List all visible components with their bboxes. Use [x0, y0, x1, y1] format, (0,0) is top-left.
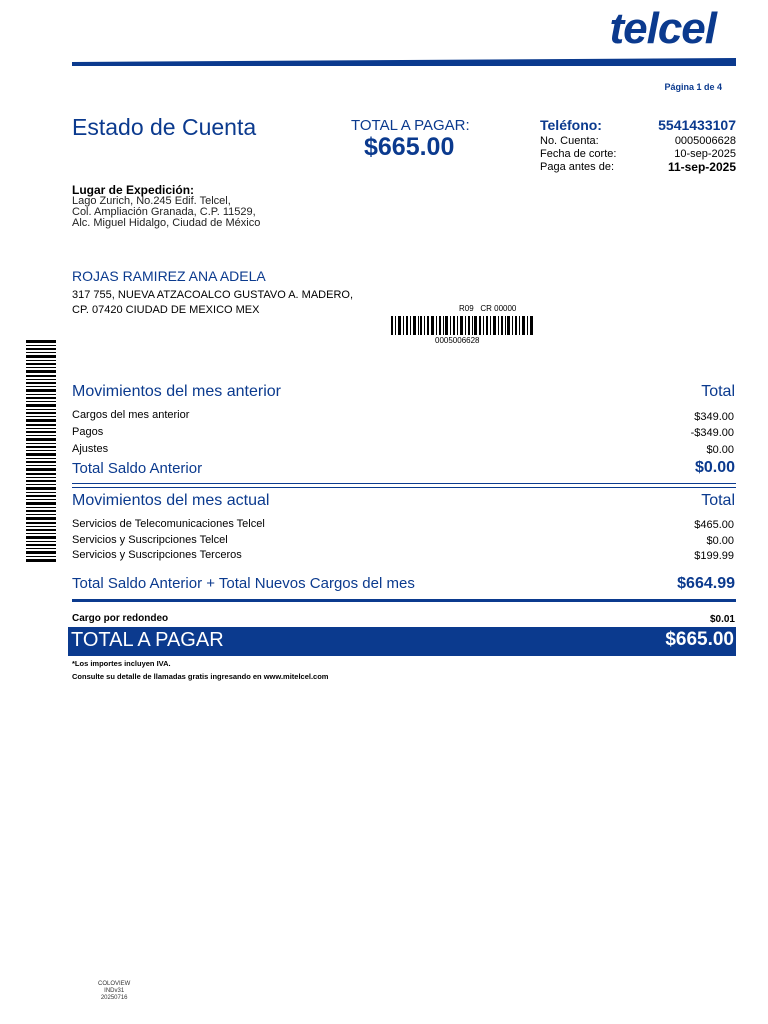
header-bar	[72, 58, 736, 66]
sum-amount: $664.99	[677, 575, 735, 592]
account-number-label: No. Cuenta:	[540, 135, 599, 147]
account-number-row	[540, 135, 736, 148]
cutoff-date-label: Fecha de corte:	[540, 148, 617, 160]
previous-month-total-header: Total	[701, 383, 735, 400]
expedition-line: Col. Ampliación Granada, C.P. 11529,	[72, 206, 256, 218]
total-to-pay-bar	[68, 627, 736, 656]
address-line: CP. 07420 CIUDAD DE MEXICO MEX	[72, 304, 260, 316]
page-indicator: Página 1 de 4	[664, 82, 722, 92]
line-item-label: Servicios y Suscripciones Telcel	[72, 534, 228, 546]
line-item-label: Servicios de Telecomunicaciones Telcel	[72, 518, 265, 530]
rounding-label: Cargo por redondeo	[72, 613, 169, 624]
barcode-route-code: R09 CR 00000	[459, 304, 517, 313]
previous-balance-label: Total Saldo Anterior	[72, 460, 203, 477]
line-item-amount: $0.00	[706, 444, 734, 456]
account-info	[540, 117, 736, 174]
due-date-row	[540, 161, 736, 174]
line-item-amount: $0.00	[706, 535, 734, 547]
cutoff-date-value: 10-sep-2025	[674, 148, 736, 160]
divider	[72, 599, 736, 602]
due-date-label: Paga antes de:	[540, 161, 615, 173]
previous-balance-amount: $0.00	[694, 459, 735, 476]
account-number-value: 0005006628	[674, 135, 736, 147]
line-item-amount: $349.00	[694, 411, 734, 423]
footer-code-line: COLOVIEW	[98, 981, 131, 987]
line-item-amount: $199.99	[694, 550, 734, 562]
address-line: 317 755, NUEVA ATZACOALCO GUSTAVO A. MADERO,	[72, 289, 353, 301]
tax-note: *Los importes incluyen IVA.	[72, 659, 171, 668]
due-date-value: 11-sep-2025	[667, 160, 736, 174]
phone-label: Teléfono:	[540, 117, 602, 133]
phone-value: 5541433107	[658, 117, 736, 133]
line-item-label: Ajustes	[72, 443, 109, 455]
total-due-label: TOTAL A PAGAR:	[351, 117, 470, 134]
website-note: Consulte su detalle de llamadas gratis ingresando en www.mitelcel.com	[72, 672, 329, 681]
line-item-label: Cargos del mes anterior	[72, 409, 190, 421]
current-month-title: Movimientos del mes actual	[72, 492, 270, 509]
line-item-amount: -$349.00	[690, 427, 734, 439]
total-to-pay-amount: $665.00	[665, 629, 734, 650]
line-item-amount: $465.00	[694, 519, 734, 531]
footer-code-line: INDv31	[104, 988, 125, 994]
total-to-pay-label: TOTAL A PAGAR	[71, 629, 224, 651]
side-barcode	[26, 340, 56, 567]
expedition-heading: Lugar de Expedición:	[72, 183, 195, 197]
divider	[72, 483, 736, 488]
document-title: Estado de Cuenta	[72, 114, 257, 140]
expedition-place	[72, 185, 260, 229]
footer-code-line: 20250716	[100, 995, 128, 1001]
telcel-logo: telcel	[609, 4, 716, 53]
customer-address	[72, 288, 353, 318]
footer-codes	[98, 981, 130, 1002]
previous-month-title: Movimientos del mes anterior	[72, 383, 281, 400]
line-item-label: Pagos	[72, 426, 104, 438]
line-item-label: Servicios y Suscripciones Terceros	[72, 549, 242, 561]
sum-label: Total Saldo Anterior + Total Nuevos Cargos del mes	[72, 575, 415, 592]
expedition-line: Alc. Miguel Hidalgo, Ciudad de México	[72, 217, 261, 229]
barcode-number: 0005006628	[435, 336, 480, 345]
phone-row	[540, 117, 736, 134]
expedition-line: Lago Zurich, No.245 Edif. Telcel,	[72, 195, 231, 207]
current-month-total-header: Total	[701, 492, 735, 509]
customer-name: ROJAS RAMIREZ ANA ADELA	[72, 268, 266, 284]
total-due-amount: $665.00	[364, 133, 455, 161]
rounding-amount: $0.01	[709, 614, 735, 625]
